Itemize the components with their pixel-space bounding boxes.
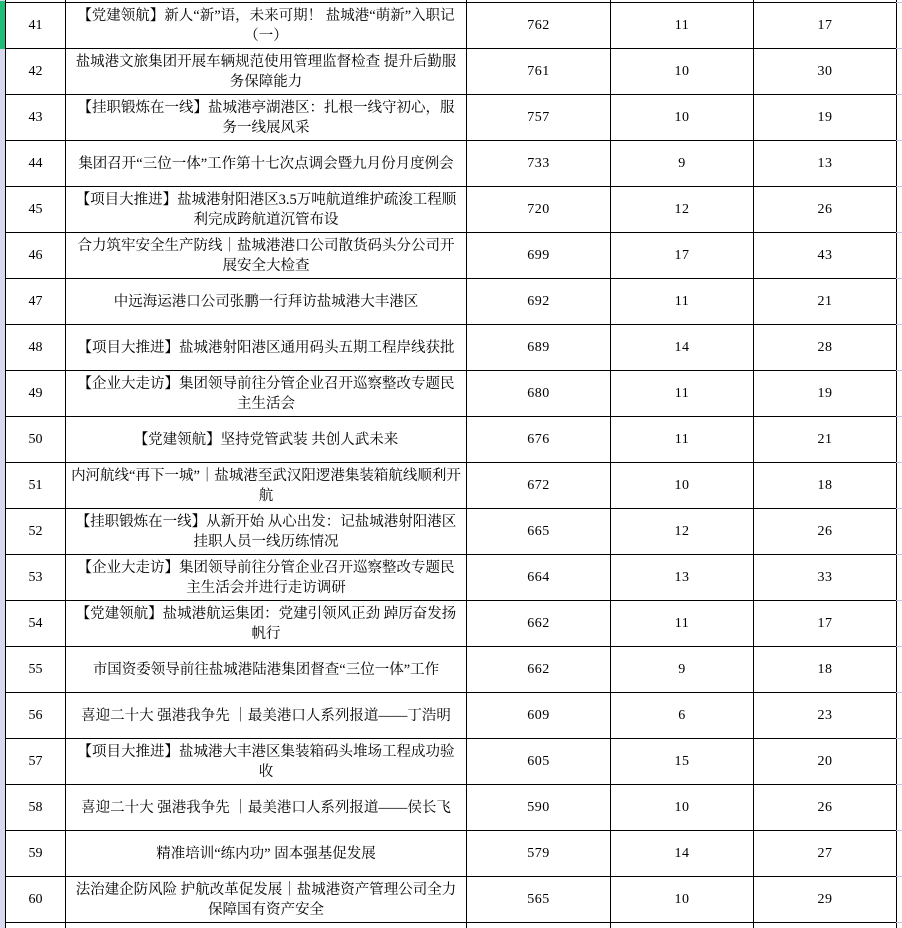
gridline-stub xyxy=(896,48,902,49)
partial-cell xyxy=(467,923,611,928)
value-2-cell[interactable]: 14 xyxy=(611,831,754,877)
title-cell[interactable]: 市国资委领导前往盐城港陆港集团督查“三位一体”工作 xyxy=(66,647,467,693)
title-cell[interactable]: 【党建领航】坚持党管武装 共创人武未来 xyxy=(66,417,467,463)
value-1-cell[interactable]: 590 xyxy=(467,785,611,831)
title-cell[interactable]: 盐城港文旅集团开展车辆规范使用管理监督检查 提升后勤服务保障能力 xyxy=(66,49,467,95)
table-row xyxy=(6,785,898,831)
value-1-cell[interactable]: 579 xyxy=(467,831,611,877)
gridline-stub xyxy=(896,324,902,325)
table-row xyxy=(6,555,898,601)
title-cell[interactable]: 【挂职锻炼在一线】从新开始 从心出发：记盐城港射阳港区挂职人员一线历练情况 xyxy=(66,509,467,555)
value-3-cell[interactable]: 26 xyxy=(754,187,897,233)
partial-cell xyxy=(6,923,66,928)
gridline-stub xyxy=(896,278,902,279)
value-2-cell[interactable]: 11 xyxy=(611,3,754,49)
row-number-cell[interactable]: 60 xyxy=(6,877,66,923)
value-3-cell[interactable]: 17 xyxy=(754,601,897,647)
row-number-cell[interactable]: 58 xyxy=(6,785,66,831)
value-2-cell[interactable]: 10 xyxy=(611,877,754,923)
table-row xyxy=(6,3,898,49)
value-3-cell[interactable]: 17 xyxy=(754,3,897,49)
row-number-cell[interactable]: 55 xyxy=(6,647,66,693)
value-3-cell[interactable]: 19 xyxy=(754,95,897,141)
title-cell[interactable]: 喜迎二十大 强港我争先 ｜最美港口人系列报道——丁浩明 xyxy=(66,693,467,739)
row-number-cell[interactable]: 59 xyxy=(6,831,66,877)
title-cell[interactable]: 【项目大推进】盐城港射阳港区通用码头五期工程岸线获批 xyxy=(66,325,467,371)
gridline-stub xyxy=(896,554,902,555)
value-1-cell[interactable]: 762 xyxy=(467,3,611,49)
partial-cell xyxy=(611,923,754,928)
table-row xyxy=(6,233,898,279)
title-cell[interactable]: 【企业大走访】集团领导前往分管企业召开巡察整改专题民主生活会 xyxy=(66,371,467,417)
value-2-cell[interactable]: 10 xyxy=(611,95,754,141)
value-1-cell[interactable]: 662 xyxy=(467,647,611,693)
value-3-cell[interactable]: 21 xyxy=(754,279,897,325)
table-row xyxy=(6,417,898,463)
value-3-cell[interactable]: 19 xyxy=(754,371,897,417)
table-row xyxy=(6,325,898,371)
value-1-cell[interactable]: 680 xyxy=(467,371,611,417)
value-3-cell[interactable]: 28 xyxy=(754,325,897,371)
table-row xyxy=(6,831,898,877)
title-cell[interactable]: 内河航线“再下一城”｜盐城港至武汉阳逻港集装箱航线顺利开航 xyxy=(66,463,467,509)
value-1-cell[interactable]: 676 xyxy=(467,417,611,463)
value-1-cell[interactable]: 689 xyxy=(467,325,611,371)
table-row-partial xyxy=(6,923,898,928)
value-1-cell[interactable]: 662 xyxy=(467,601,611,647)
gridline-stub xyxy=(896,738,902,739)
value-3-cell[interactable]: 26 xyxy=(754,785,897,831)
table-row xyxy=(6,371,898,417)
value-3-cell[interactable]: 13 xyxy=(754,141,897,187)
row-number-cell[interactable]: 45 xyxy=(6,187,66,233)
row-number-cell[interactable]: 57 xyxy=(6,739,66,785)
row-number-cell[interactable]: 46 xyxy=(6,233,66,279)
gridline-stub xyxy=(896,830,902,831)
news-stats-table xyxy=(5,0,898,928)
value-1-cell[interactable]: 609 xyxy=(467,693,611,739)
row-number-cell[interactable]: 43 xyxy=(6,95,66,141)
table-row xyxy=(6,49,898,95)
title-cell[interactable]: 法治建企防风险 护航改革促发展｜盐城港资产管理公司全力保障国有资产安全 xyxy=(66,877,467,923)
row-number-cell[interactable]: 48 xyxy=(6,325,66,371)
value-1-cell[interactable]: 757 xyxy=(467,95,611,141)
value-3-cell[interactable]: 33 xyxy=(754,555,897,601)
row-number-cell[interactable]: 52 xyxy=(6,509,66,555)
value-2-cell[interactable]: 11 xyxy=(611,279,754,325)
gridline-stub xyxy=(896,2,902,3)
gridline-stub xyxy=(896,140,902,141)
gridline-stub xyxy=(896,784,902,785)
value-2-cell[interactable]: 9 xyxy=(611,647,754,693)
value-1-cell[interactable]: 665 xyxy=(467,509,611,555)
title-cell[interactable]: 【挂职锻炼在一线】盐城港亭湖港区：扎根一线守初心，服务一线展风采 xyxy=(66,95,467,141)
table-row xyxy=(6,601,898,647)
value-1-cell[interactable]: 761 xyxy=(467,49,611,95)
value-2-cell[interactable]: 9 xyxy=(611,141,754,187)
value-2-cell[interactable]: 11 xyxy=(611,371,754,417)
row-number-cell[interactable]: 47 xyxy=(6,279,66,325)
gridline-stub xyxy=(896,922,902,923)
value-3-cell[interactable]: 27 xyxy=(754,831,897,877)
value-2-cell[interactable]: 12 xyxy=(611,187,754,233)
value-2-cell[interactable]: 15 xyxy=(611,739,754,785)
gridline-stub xyxy=(896,508,902,509)
title-cell[interactable]: 精准培训“练内功” 固本强基促发展 xyxy=(66,831,467,877)
value-1-cell[interactable]: 565 xyxy=(467,877,611,923)
gridline-stub xyxy=(896,186,902,187)
value-2-cell[interactable]: 10 xyxy=(611,785,754,831)
table-row xyxy=(6,877,898,923)
value-3-cell[interactable]: 21 xyxy=(754,417,897,463)
row-number-cell[interactable]: 41 xyxy=(6,3,66,49)
value-1-cell[interactable]: 664 xyxy=(467,555,611,601)
title-cell[interactable]: 集团召开“三位一体”工作第十七次点调会暨九月份月度例会 xyxy=(66,141,467,187)
table-row xyxy=(6,95,898,141)
table-row xyxy=(6,463,898,509)
gridline-stub xyxy=(896,876,902,877)
value-1-cell[interactable]: 699 xyxy=(467,233,611,279)
table-row xyxy=(6,739,898,785)
row-number-cell[interactable]: 54 xyxy=(6,601,66,647)
gridline-stub xyxy=(896,600,902,601)
value-3-cell[interactable]: 29 xyxy=(754,877,897,923)
value-3-cell[interactable]: 30 xyxy=(754,49,897,95)
title-cell[interactable]: 【党建领航】盐城港航运集团：党建引领风正劲 踔厉奋发扬帆行 xyxy=(66,601,467,647)
gridline-stub xyxy=(896,370,902,371)
row-number-cell[interactable]: 49 xyxy=(6,371,66,417)
value-2-cell[interactable]: 17 xyxy=(611,233,754,279)
partial-cell xyxy=(66,923,467,928)
value-3-cell[interactable]: 26 xyxy=(754,509,897,555)
value-1-cell[interactable]: 692 xyxy=(467,279,611,325)
value-2-cell[interactable]: 10 xyxy=(611,463,754,509)
value-2-cell[interactable]: 13 xyxy=(611,555,754,601)
value-2-cell[interactable]: 10 xyxy=(611,49,754,95)
table-row xyxy=(6,509,898,555)
title-cell[interactable]: 合力筑牢安全生产防线｜盐城港港口公司散货码头分公司开展安全大检查 xyxy=(66,233,467,279)
table-row xyxy=(6,141,898,187)
row-selection-indicator xyxy=(0,1,5,49)
value-1-cell[interactable]: 605 xyxy=(467,739,611,785)
value-3-cell[interactable]: 43 xyxy=(754,233,897,279)
value-2-cell[interactable]: 11 xyxy=(611,601,754,647)
title-cell[interactable]: 【党建领航】新人“新”语，未来可期！ 盐城港“萌新”入职记（一） xyxy=(66,3,467,49)
value-2-cell[interactable]: 12 xyxy=(611,509,754,555)
table-row xyxy=(6,693,898,739)
row-number-cell[interactable]: 42 xyxy=(6,49,66,95)
table-row xyxy=(6,647,898,693)
value-1-cell[interactable]: 733 xyxy=(467,141,611,187)
gridline-stub xyxy=(896,94,902,95)
gridline-stub xyxy=(896,646,902,647)
partial-cell xyxy=(754,923,897,928)
value-3-cell[interactable]: 18 xyxy=(754,463,897,509)
title-cell[interactable]: 喜迎二十大 强港我争先 ｜最美港口人系列报道——侯长飞 xyxy=(66,785,467,831)
row-number-cell[interactable]: 51 xyxy=(6,463,66,509)
value-3-cell[interactable]: 18 xyxy=(754,647,897,693)
value-2-cell[interactable]: 14 xyxy=(611,325,754,371)
title-cell[interactable]: 中远海运港口公司张鹏一行拜访盐城港大丰港区 xyxy=(66,279,467,325)
table-row xyxy=(6,279,898,325)
table-row xyxy=(6,187,898,233)
value-1-cell[interactable]: 720 xyxy=(467,187,611,233)
gridline-stub xyxy=(896,232,902,233)
value-1-cell[interactable]: 672 xyxy=(467,463,611,509)
row-number-cell[interactable]: 50 xyxy=(6,417,66,463)
row-number-cell[interactable]: 53 xyxy=(6,555,66,601)
value-2-cell[interactable]: 11 xyxy=(611,417,754,463)
title-cell[interactable]: 【项目大推进】盐城港射阳港区3.5万吨航道维护疏浚工程顺利完成跨航道沉管布设 xyxy=(66,187,467,233)
value-2-cell[interactable]: 6 xyxy=(611,693,754,739)
gridline-stub xyxy=(896,692,902,693)
gridline-stub xyxy=(896,462,902,463)
gridline-stub xyxy=(896,416,902,417)
row-number-cell[interactable]: 56 xyxy=(6,693,66,739)
row-number-cell[interactable]: 44 xyxy=(6,141,66,187)
value-3-cell[interactable]: 20 xyxy=(754,739,897,785)
value-3-cell[interactable]: 23 xyxy=(754,693,897,739)
title-cell[interactable]: 【企业大走访】集团领导前往分管企业召开巡察整改专题民主生活会并进行走访调研 xyxy=(66,555,467,601)
title-cell[interactable]: 【项目大推进】盐城港大丰港区集装箱码头堆场工程成功验收 xyxy=(66,739,467,785)
